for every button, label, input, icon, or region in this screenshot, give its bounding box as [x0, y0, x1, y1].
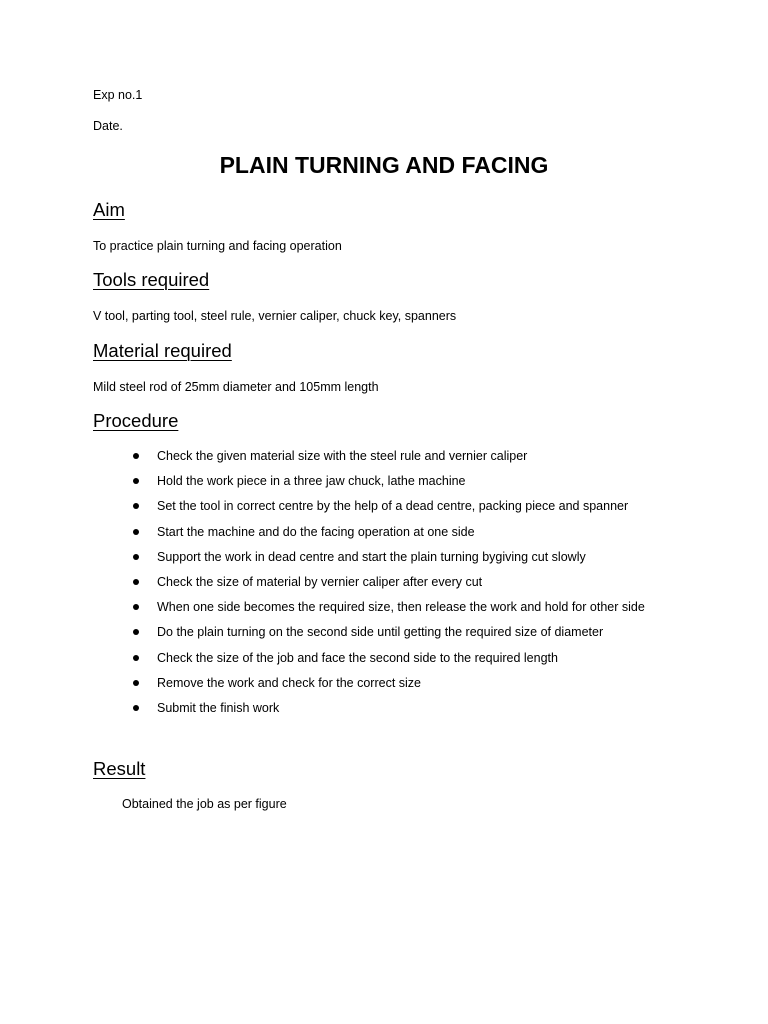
- procedure-step-text: Start the machine and do the facing operation at one side: [157, 524, 475, 539]
- bullet-icon: [133, 503, 139, 509]
- bullet-icon: [133, 604, 139, 610]
- aim-text: To practice plain turning and facing operation: [93, 239, 342, 253]
- material-text: Mild steel rod of 25mm diameter and 105mm length: [93, 380, 379, 394]
- bullet-icon: [133, 705, 139, 711]
- bullet-icon: [133, 655, 139, 661]
- bullet-icon: [133, 680, 139, 686]
- bullet-icon: [133, 579, 139, 585]
- experiment-number: Exp no.1: [93, 88, 143, 102]
- bullet-icon: [133, 629, 139, 635]
- bullet-icon: [133, 529, 139, 535]
- result-heading: Result: [93, 758, 146, 779]
- bullet-icon: [133, 478, 139, 484]
- procedure-step-text: Hold the work piece in a three jaw chuck, lathe machine: [157, 474, 466, 489]
- procedure-step-text: Submit the finish work: [157, 700, 280, 715]
- aim-heading: Aim: [93, 199, 125, 220]
- material-heading: Material required: [93, 340, 232, 361]
- bullet-icon: [133, 554, 139, 560]
- procedure-step-text: When one side becomes the required size, then release the work and hold for other side: [157, 600, 645, 615]
- procedure-step-text: Check the given material size with the steel rule and vernier caliper: [157, 449, 528, 463]
- procedure-step-text: Check the size of material by vernier caliper after every cut: [157, 574, 483, 589]
- tools-heading: Tools required: [93, 269, 210, 290]
- procedure-step-text: Check the size of the job and face the second side to the required length: [157, 650, 558, 665]
- procedure-heading: Procedure: [93, 410, 179, 431]
- procedure-step-text: Do the plain turning on the second side until getting the required size of diameter: [157, 625, 604, 640]
- result-text: Obtained the job as per figure: [122, 797, 287, 811]
- procedure-step-text: Support the work in dead centre and start the plain turning bygiving cut slowly: [157, 549, 586, 564]
- procedure-step-text: Remove the work and check for the correct size: [157, 675, 422, 690]
- page-title: PLAIN TURNING AND FACING: [219, 152, 549, 178]
- procedure-step-text: Set the tool in correct centre by the help of a dead centre, packing piece and spanner: [157, 499, 629, 514]
- date-field: Date.: [93, 119, 123, 133]
- tools-text: V tool, parting tool, steel rule, vernier caliper, chuck key, spanners: [93, 309, 457, 323]
- bullet-icon: [133, 453, 139, 459]
